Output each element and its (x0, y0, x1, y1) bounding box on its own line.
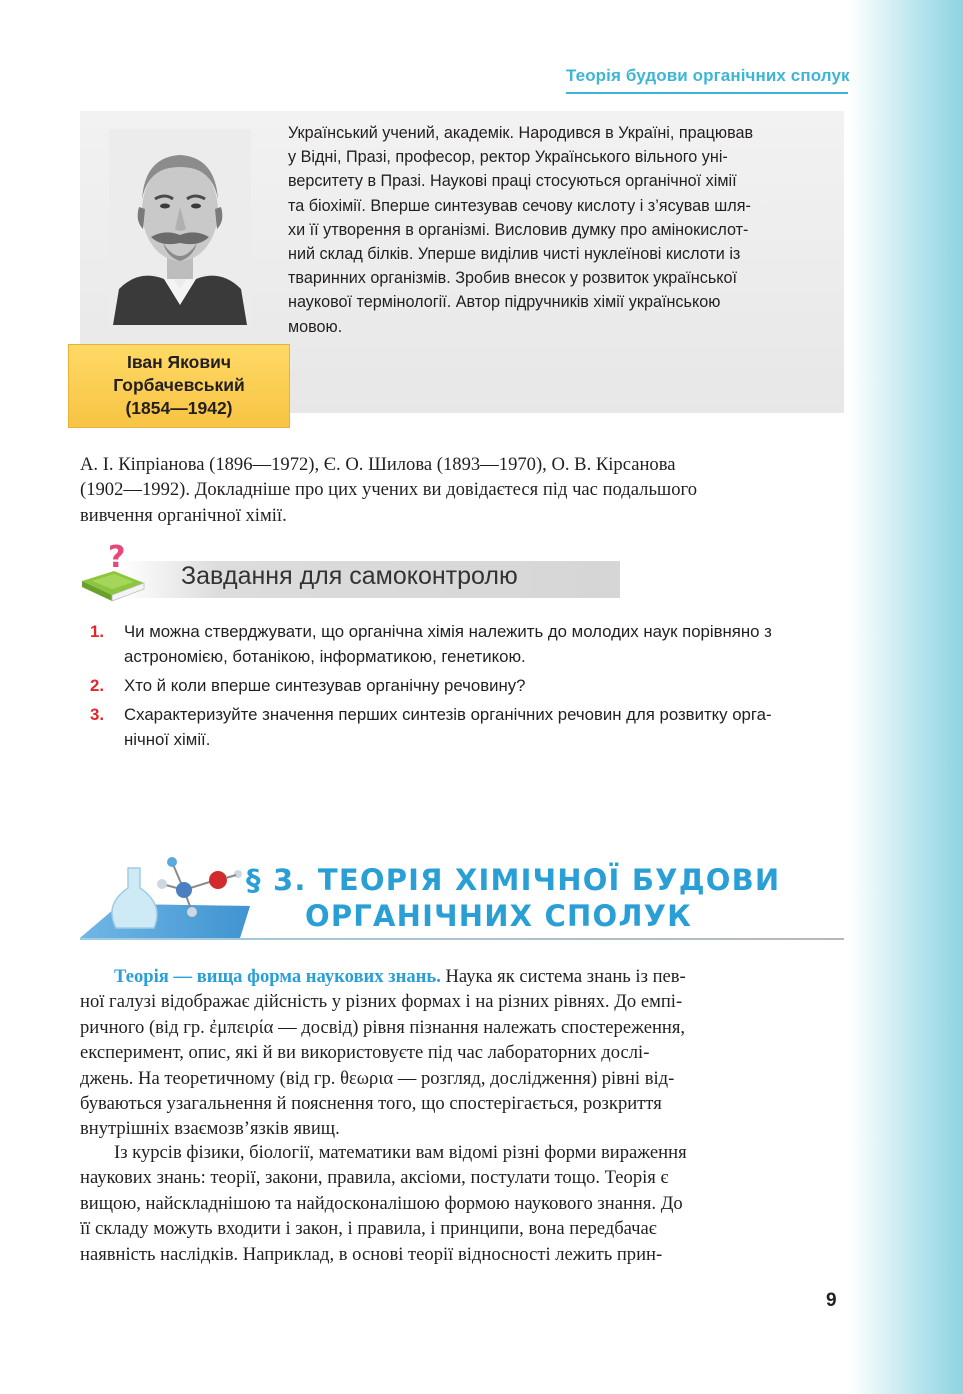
svg-text:?: ? (108, 541, 126, 575)
text-span: Наука як система знань із пев- (440, 966, 686, 987)
text-line (80, 964, 844, 989)
scientists-paragraph (80, 452, 844, 528)
task-text: Хто й коли вперше синтезував органічну речовину? (124, 676, 526, 695)
task-text: астрономією, ботанікою, інформатикою, генетикою. (124, 647, 526, 666)
scientist-first-name: Іван Якович (126, 352, 232, 372)
text-line: ної галузі відображає дійсність у різних формах і на різних рівнях. До емпі- (80, 991, 683, 1013)
portrait-drawing (109, 129, 251, 325)
text-line: ричного (від гр. ἐμπειρία — досвід) рівня пізнання належать спостереження, (80, 1016, 686, 1038)
section-title-line: § 3. ТЕОРІЯ ХІМІЧНОЇ БУДОВИ (246, 863, 781, 897)
chemistry-flask-illustration (80, 848, 250, 940)
self-check-task-list (90, 619, 846, 756)
text-line: Із курсів фізики, біології, математики вам відомі різні форми вираження (114, 1142, 687, 1163)
task-number: 2. (90, 676, 104, 695)
task-item (90, 619, 846, 669)
page-number: 9 (826, 1290, 837, 1311)
bio-line: Український учений, академік. Народився в Україні, працював (288, 124, 754, 142)
task-text: Схарактеризуйте значення перших синтезів органічних речовин для розвитку орга- (124, 705, 772, 724)
text-line: внутрішніх взаємозв’язків явищ. (80, 1118, 340, 1140)
section-rule (80, 938, 844, 940)
running-head: Теорія будови органічних сполук (566, 66, 850, 85)
task-item (90, 673, 846, 698)
bio-line: ний склад білків. Уперше виділив чисті нуклеїнові кислоти із (288, 245, 741, 264)
scientist-years: (1854—1942) (125, 398, 233, 418)
task-text: нічної хімії. (124, 730, 211, 749)
text-line: її складу можуть входити і закон, і правила, і принципи, вона передбачає (80, 1218, 657, 1240)
running-head-rule (566, 92, 848, 94)
text-line: експеримент, опис, які й ви використовуєте під час лабораторних дослі- (80, 1042, 650, 1064)
text-line: А. І. Кіпріанова (1896—1972), Є. О. Шилова (1893—1970), О. В. Кірсанова (80, 454, 676, 475)
question-book-icon (78, 541, 148, 605)
bio-line: хи її утворення в організмі. Висловив думку про амінокислот- (288, 220, 749, 239)
text-line: наукових знань: теорії, закони, правила, аксіоми, постулати тощо. Теорія є (80, 1167, 669, 1189)
text-line: наявність наслідків. Наприклад, в основі теорії відносності лежить прин- (80, 1243, 663, 1265)
body-paragraph-2 (80, 1140, 844, 1267)
section-title-line: ОРГАНІЧНИХ СПОЛУК (305, 899, 693, 933)
task-number: 1. (90, 622, 104, 641)
scientist-name-plate (68, 344, 290, 428)
section-title (246, 862, 780, 934)
body-paragraph-1 (80, 964, 844, 1142)
portrait-image (109, 129, 251, 325)
text-line: джень. На теоретичному (від гр. θεωρια — розгляд, дослідження) рівні від- (80, 1067, 675, 1089)
text-line: вивчення органічної хімії. (80, 504, 287, 526)
paragraph-lead: Теорія — вища форма наукових знань. (114, 966, 441, 987)
task-text: Чи можна стверджувати, що органічна хімія належить до молодих наук порівняно з (124, 622, 772, 641)
task-item (90, 702, 846, 752)
text-line: вищою, найскладнішою та найдосконалішою формою наукового знання. До (80, 1192, 683, 1214)
text-line: (1902—1992). Докладніше про цих учених ви довідаєтеся під час подальшого (80, 479, 697, 501)
bio-line: тваринних організмів. Зробив внесок у розвиток української (288, 269, 738, 288)
text-line: буваються узагальнення й пояснення того, що спостерігається, розкриття (80, 1093, 662, 1115)
bio-line: мовою. (288, 317, 343, 336)
bio-line: та біохімії. Вперше синтезував сечову кислоту і з’ясував шля- (288, 196, 751, 215)
bio-line: верситету в Празі. Наукові праці стосуються органічної хімії (288, 172, 737, 191)
biography-text (288, 121, 826, 339)
self-check-title: Завдання для самоконтролю (181, 562, 518, 590)
page-edge-gradient (848, 0, 963, 1394)
scientist-surname: Горбачевський (113, 375, 245, 395)
bio-line: у Відні, Празі, професор, ректор Українського вільного уні- (288, 148, 728, 167)
bio-line: наукової термінології. Автор підручників хімії українською (288, 293, 721, 312)
task-number: 3. (90, 705, 104, 724)
